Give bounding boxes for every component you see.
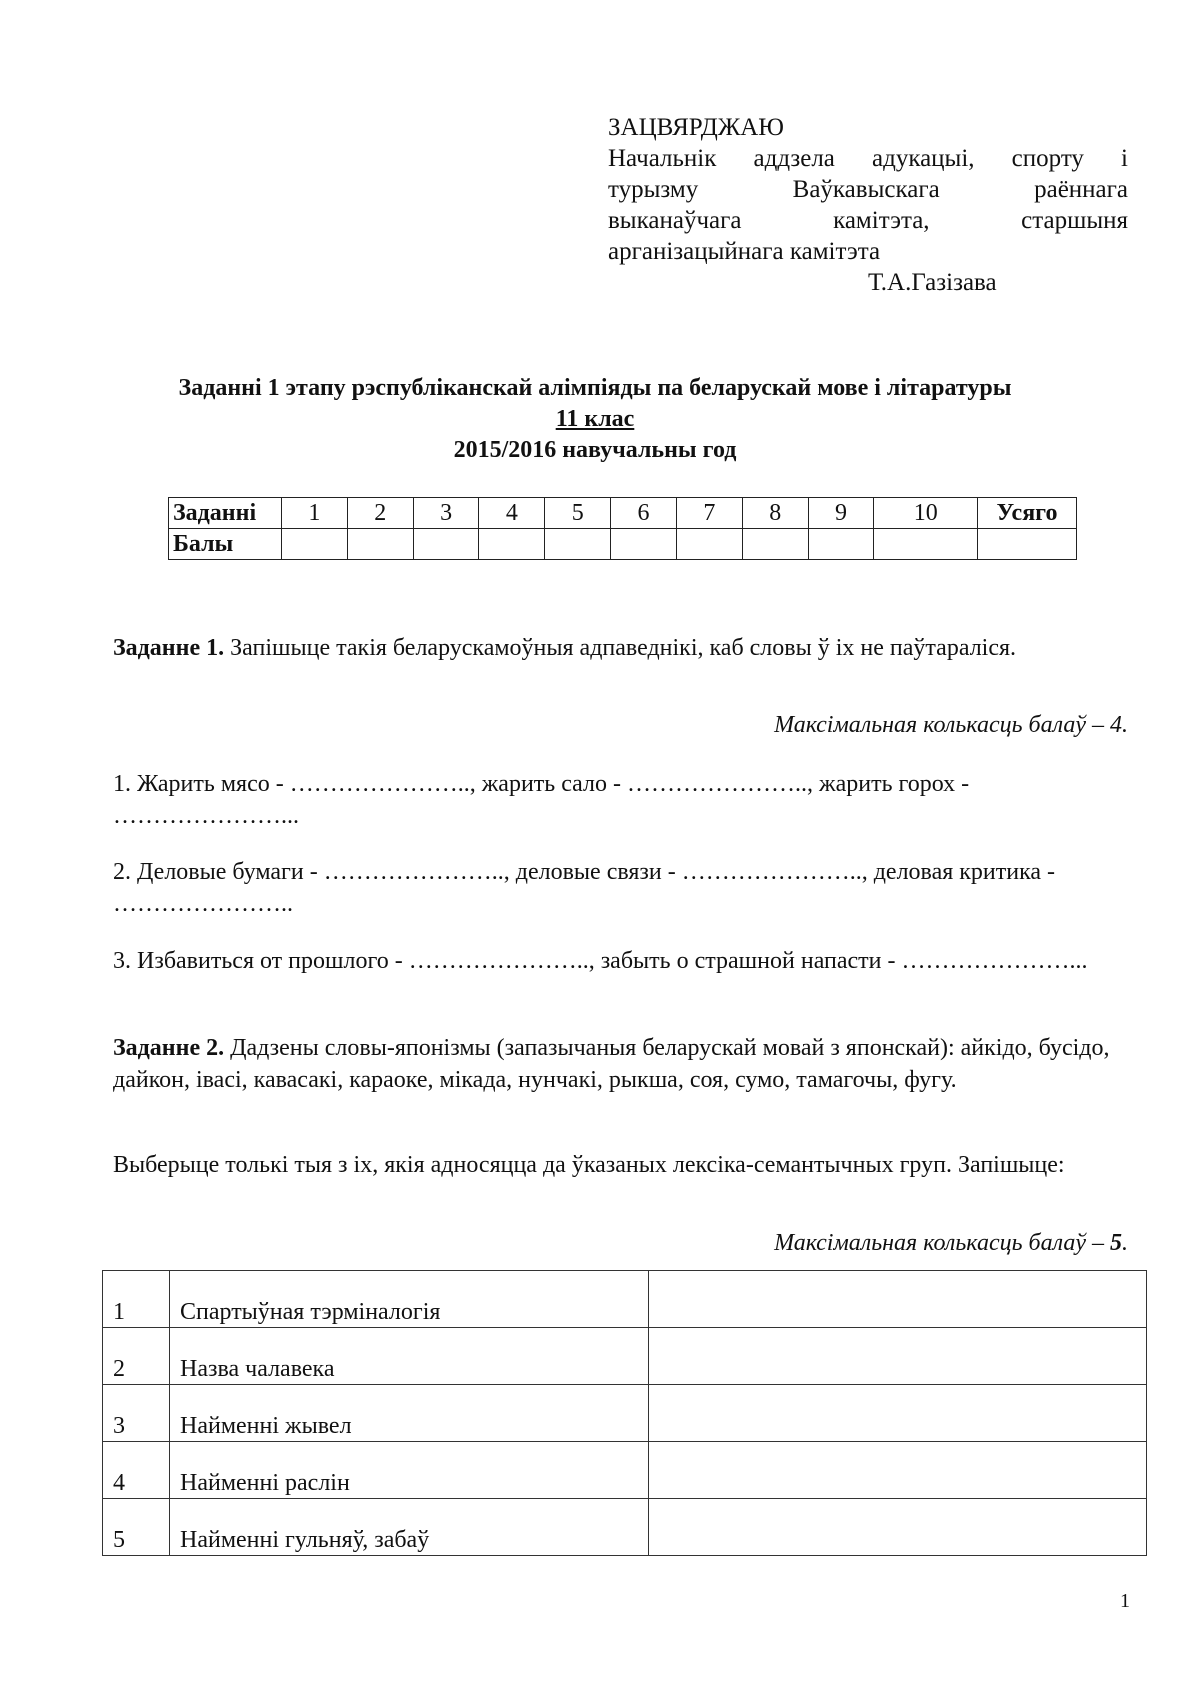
task2-instruction: Выберыце толькі тыя з іх, якія адносяцца да ўказаных лексіка-семантычных груп. Запішыце:	[113, 1152, 1065, 1178]
task-number: 10	[874, 498, 978, 529]
academic-year: 2015/2016 навучальны год	[453, 437, 737, 463]
task1-statement	[113, 632, 1128, 664]
row-number: 2	[103, 1328, 170, 1385]
table-row	[103, 1328, 1147, 1385]
score-cell[interactable]	[545, 529, 611, 560]
score-table-points-row	[169, 529, 1077, 560]
score-cell[interactable]	[479, 529, 545, 560]
approval-line-4: арганізацыйнага камітэта	[608, 238, 881, 265]
word: адукацыі,	[872, 145, 975, 172]
task1-item-2: 2. Деловые бумаги - ………………….., деловые связи - ………………….., деловая критика - …………………..	[113, 859, 1056, 917]
group-label: Назва чалавека	[170, 1328, 649, 1385]
answer-cell[interactable]	[649, 1499, 1147, 1556]
tasks-header: Заданні	[169, 498, 282, 529]
task2-max-points	[774, 1230, 1128, 1257]
score-cell[interactable]	[413, 529, 479, 560]
task-number: 7	[676, 498, 742, 529]
task-number: 9	[808, 498, 874, 529]
max-points-text: Максімальная колькасць балаў –	[774, 1230, 1110, 1256]
table-row	[103, 1442, 1147, 1499]
answer-cell[interactable]	[649, 1271, 1147, 1328]
answer-cell[interactable]	[649, 1385, 1147, 1442]
grade-label: 11 клас	[555, 406, 635, 432]
title-line: Заданні 1 этапу рэспубліканскай алімпіяды па беларускай мове і літаратуры	[178, 375, 1012, 401]
approval-block	[608, 112, 1128, 298]
group-label: Найменні раслін	[170, 1442, 649, 1499]
task2-label: Заданне 2.	[113, 1035, 225, 1061]
score-cell[interactable]	[282, 529, 348, 560]
task2-statement	[113, 1032, 1113, 1096]
task-number: 6	[611, 498, 677, 529]
word: аддзела	[753, 145, 835, 172]
score-cell[interactable]	[676, 529, 742, 560]
page-number: 1	[1120, 1590, 1130, 1612]
task-number: 2	[347, 498, 413, 529]
group-label: Найменні гульняў, забаў	[170, 1499, 649, 1556]
row-number: 5	[103, 1499, 170, 1556]
max-points-value: 5	[1110, 1230, 1122, 1256]
row-number: 4	[103, 1442, 170, 1499]
task1-label: Заданне 1.	[113, 635, 225, 661]
table-row	[103, 1499, 1147, 1556]
task1-text: Запішыце такія беларускамоўныя адпаведнікі, каб словы ў іх не паўтараліся.	[224, 635, 1017, 661]
approval-heading: ЗАЦВЯРДЖАЮ	[608, 114, 784, 141]
word: Ваўкавыскага	[792, 176, 940, 203]
score-table-header-row	[169, 498, 1077, 529]
task-number: 4	[479, 498, 545, 529]
task-number: 8	[742, 498, 808, 529]
task2-answer-table	[102, 1270, 1147, 1556]
word: камітэта,	[833, 207, 930, 234]
score-table	[168, 497, 1077, 560]
row-number: 1	[103, 1271, 170, 1328]
table-row	[103, 1271, 1147, 1328]
word: і	[1121, 145, 1128, 172]
group-label: Найменні жывел	[170, 1385, 649, 1442]
task-number: 1	[282, 498, 348, 529]
signatory-name: Т.А.Газізава	[868, 269, 997, 296]
score-cell[interactable]	[808, 529, 874, 560]
points-header: Балы	[169, 529, 282, 560]
score-cell[interactable]	[874, 529, 978, 560]
word: турызму	[608, 176, 699, 203]
approval-line-1	[608, 143, 1128, 174]
task-number: 5	[545, 498, 611, 529]
word: спорту	[1011, 145, 1084, 172]
total-header: Усяго	[978, 498, 1077, 529]
row-number: 3	[103, 1385, 170, 1442]
group-label: Спартыўная тэрміналогія	[170, 1271, 649, 1328]
task1-item-3: 3. Избавиться от прошлого - ………………….., забыть о страшной напасти - …………………...	[113, 948, 1088, 974]
word: раённага	[1034, 176, 1128, 203]
answer-cell[interactable]	[649, 1328, 1147, 1385]
score-cell[interactable]	[742, 529, 808, 560]
score-cell[interactable]	[347, 529, 413, 560]
task1-item-1: 1. Жарить мясо - ………………….., жарить сало - ………………….., жарить горох - …………………...	[113, 771, 970, 829]
word: старшыня	[1021, 207, 1128, 234]
task-number: 3	[413, 498, 479, 529]
task2-text: Дадзены словы-японізмы (запазычаныя беларускай мовай з японскай): айкідо, бусідо, дайкон, івасі, кавасакі, караоке, мікада, нунчакі, рыкша, соя, сумо, тамагочы, фугу.	[113, 1035, 1110, 1093]
approval-line-2	[608, 174, 1128, 205]
total-score-cell[interactable]	[978, 529, 1077, 560]
task1-max-points: Максімальная колькасць балаў – 4.	[774, 712, 1128, 738]
score-cell[interactable]	[611, 529, 677, 560]
word: Начальнік	[608, 145, 717, 172]
max-points-suffix: .	[1122, 1230, 1128, 1256]
document-title	[0, 373, 1190, 466]
approval-line-3	[608, 205, 1128, 236]
table-row	[103, 1385, 1147, 1442]
answer-cell[interactable]	[649, 1442, 1147, 1499]
word: выканаўчага	[608, 207, 742, 234]
